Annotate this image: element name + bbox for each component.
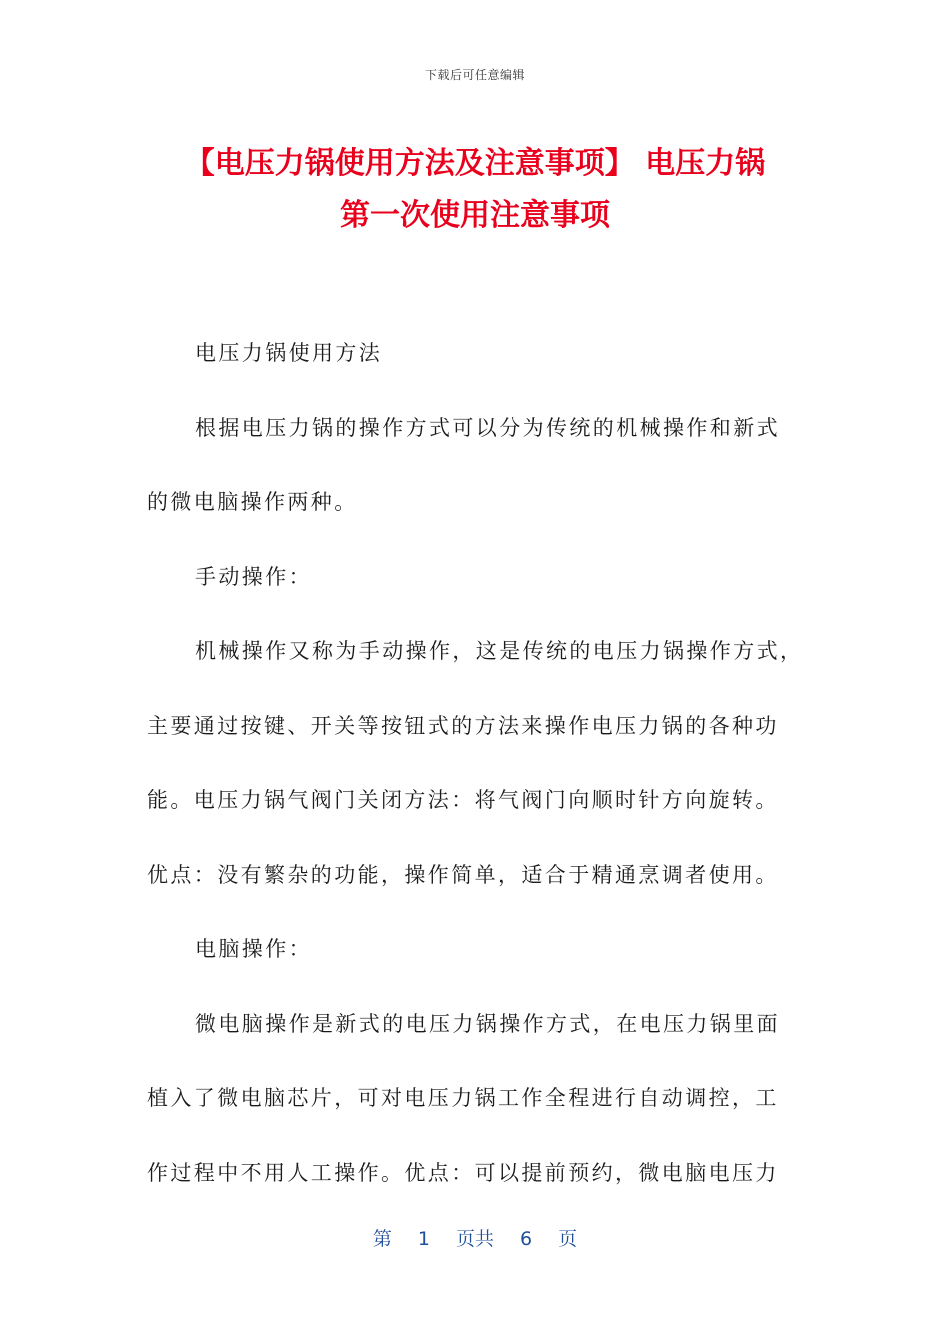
paragraph-line: 主要通过按键、开关等按钮式的方法来操作电压力锅的各种功	[147, 713, 779, 738]
paragraph-line: 根据电压力锅的操作方式可以分为传统的机械操作和新式	[195, 415, 780, 440]
section-heading: 手动操作：	[195, 564, 312, 589]
paragraph-line: 作过程中不用人工操作。优点：可以提前预约，微电脑电压力	[147, 1160, 779, 1185]
footer-prefix: 第	[372, 1228, 392, 1250]
document-title	[100, 138, 850, 242]
paragraph-line: 优点：没有繁杂的功能，操作简单，适合于精通烹调者使用。	[147, 862, 779, 887]
document-body	[147, 316, 807, 1210]
paragraph-line: 能。电压力锅气阀门关闭方法：将气阀门向顺时针方向旋转。	[147, 788, 779, 812]
footer-middle: 页共	[455, 1228, 494, 1250]
header-note: 下载后可任意编辑	[424, 68, 525, 82]
current-page-number: 1	[417, 1228, 430, 1250]
paragraph-line: 机械操作又称为手动操作，这是传统的电压力锅操作方式，	[195, 639, 804, 663]
paragraph-line: 的微电脑操作两种。	[147, 490, 358, 514]
footer-suffix: 页	[558, 1228, 578, 1250]
section-heading: 电压力锅使用方法	[195, 341, 383, 365]
title-line-2: 第一次使用注意事项	[340, 198, 610, 233]
paragraph-line: 微电脑操作是新式的电压力锅操作方式，在电压力锅里面	[195, 1011, 780, 1036]
paragraph-line: 植入了微电脑芯片，可对电压力锅工作全程进行自动调控，工	[147, 1086, 779, 1110]
section-heading: 电脑操作：	[195, 937, 312, 961]
page-footer	[0, 1224, 950, 1251]
title-line-1: 【电压力锅使用方法及注意事项】 电压力锅	[184, 146, 766, 181]
total-pages-number: 6	[520, 1228, 533, 1250]
